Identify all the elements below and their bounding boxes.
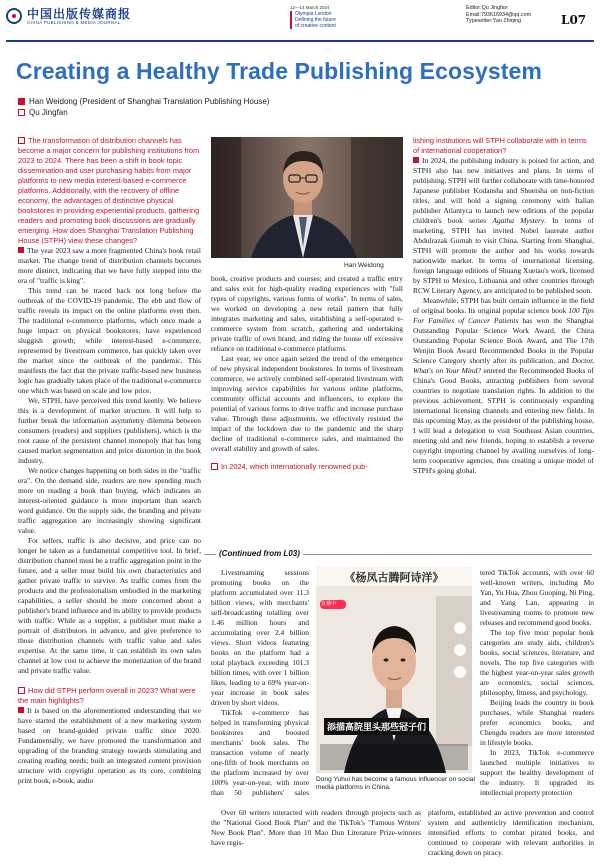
paragraph: book, creative products and courses; and created a traffic entry and sales exit for high-quality reading experiences with "full types of copyrights, various forms of works". In terms of sales, we worked on developing a new retail pattern that fully integrates marketing and sales, establishing a self-operated e-commerce system from scratch, gathering and undertaking private traffic of own brand, and riding the house off excessive reliance on traditional e-commerce platforms. bbox=[211, 274, 403, 353]
fair-logo bbox=[290, 11, 336, 29]
paragraph: This trend can be traced back not long before the outbreak of the COVID-19 pandemic. The ebb and flow of traffic reveals its impact on the online platforms even then. The traditional e-commerce platforms, which once made a huge impact on physical bookstores, have experienced sluggish growth; while interest-based e-commerce, represented by livestream commerce, has quickly taken over the market since the outbreak of the pandemic. This manifests the fact that the private traffic-based new business logic has gradually taken place of the traditional e-commerce one which was based on scale and low price. bbox=[18, 286, 201, 395]
page-number: L07 bbox=[561, 13, 587, 27]
portrait-photo bbox=[211, 137, 403, 258]
paragraph: We notice changes happening on both sides in the "traffic era". On the demand side, readers are now spending much more on reading a book than buying, which indicates an interest-oriented guidance is more important than search word guidance. On the supply side, the branding and private traffic aggregation are increasingly showing significant value. bbox=[18, 466, 201, 535]
paper-name-en: CHINA PUBLISHING & MEDIA JOURNAL bbox=[27, 20, 121, 25]
article-column-3 bbox=[413, 136, 594, 542]
question-3-text: In 2024, which internationally renowned pub- bbox=[221, 462, 368, 471]
portrait-caption: Han Weidong bbox=[344, 262, 384, 269]
red-square-icon bbox=[18, 98, 25, 105]
red-square-icon bbox=[413, 157, 419, 163]
newspaper-logo-icon bbox=[6, 8, 22, 24]
fair-date: 12—14 March 2024 bbox=[290, 5, 330, 10]
article-column-2 bbox=[211, 274, 403, 544]
intro-question-text: The transformation of distribution channels has become a major concern for publishing institutions from 2023 to 2024. There has been a shift in book topic dissemination and user purchasing habits from major platforms to new media interest-based e-commerce platforms. Additionally, with the recovery of offline economy, the advantages of distinctive physical bookstores in providing experiential products, gathering readers and promoting book discussions are gradually emerging. How does Shanghai Translation Publishing House (STPH) view these changes? bbox=[18, 136, 200, 245]
paper-name-cn: 中国出版传媒商报 bbox=[27, 7, 132, 21]
paragraph-text: In 2024, the publishing industry is poised for action, and STPH also has new initiatives and plans. In terms of publishing, STPH will further collaborate with time-honored Japanese publisher Kodansha and Shueisha on non-fiction titles, and will hold a signing ceremony with Italian publisher Atlantyca to launch new editions of the popular children's book series bbox=[413, 156, 594, 225]
paragraph: In 2023, TikTok e-commerce launched multiple initiatives to support the healthy development of the industry. It upgraded its intellectual property protection bbox=[480, 748, 594, 797]
red-square-icon bbox=[18, 247, 24, 253]
hollow-square-icon bbox=[18, 687, 25, 694]
paragraph bbox=[18, 706, 201, 786]
book-title: Doctor, What's on Your Mind? bbox=[413, 356, 594, 375]
fair-line-1: Olympia London bbox=[295, 11, 332, 17]
editor-info bbox=[466, 5, 531, 25]
paragraph: We, STPH, have perceived this trend keenly. We believe this is a development of market structure. It will help to further break the information asymmetry dilemma between consumers (readers) and suppliers (publishers), which is the root cause of the persistent channel monopoly that has long caused market segmentation and price distortion in the book industry. bbox=[18, 396, 201, 465]
paragraph: platform, established an active prevention and control system and authenticity identification mechanism, intensified efforts to combat pirated books, and continued to cooperate with relevant authorities in cracking down on piracy. bbox=[428, 808, 594, 857]
typesetter-name: Typesetter:Yao Zhiqing bbox=[466, 18, 522, 25]
paragraph: Last year, we once again seized the trend of the emergence of new physical independent bookstores. In terms of livestream commerce, we actively combined self-operated livestream with improving service capabilities for various online platforms, community official accounts and influencers, to explore the potential of various forms to drive traffic and increase purchase value. Through these adjustments, we effectively resisted the impact of the lockdown due to the pandemic and the sharp decline of traditional e-commerce sales, and maintained the overall stability and growth of sales. bbox=[211, 354, 403, 453]
article-column-1 bbox=[18, 136, 201, 866]
hollow-square-icon bbox=[18, 109, 25, 116]
livestream-screenshot bbox=[316, 566, 472, 773]
paragraph-text: Meanwhile, STPH has built certain influence in the field of original books. Its original popular science book bbox=[413, 296, 594, 315]
article-column-4-bottom bbox=[211, 808, 421, 866]
byline-reporter-text: Qu Jingfan bbox=[29, 108, 68, 117]
paragraph-text: has won the Shanghai Outstanding Popular Science Work Award, the China Outstanding Popular Science Book Award, and The 17th Wenjin Book Award Recommended Books in the Popular Science Category shortly after its publication, and bbox=[413, 316, 594, 365]
fair-line-3: of creative content bbox=[295, 23, 336, 29]
livestream-illustration bbox=[316, 566, 472, 773]
portrait-illustration bbox=[211, 137, 403, 258]
paragraph: Over 60 writers interacted with readers through projects such as the "National Good Book Plan" and the TikTok's "Famous Writers' New Book Plan". More than 10 Mao Dun Literature Prize-winners have regis- bbox=[211, 808, 421, 847]
question-2-text: How did STPH perform overall in 2023? What were the main highlights? bbox=[18, 686, 196, 705]
byline-reporter bbox=[18, 108, 68, 117]
editor-email: Email:793616934@qq.com bbox=[466, 11, 532, 18]
paragraph bbox=[413, 156, 594, 296]
continued-from-label: (Continued from L03) bbox=[216, 549, 303, 558]
article-column-5-bottom bbox=[428, 808, 594, 866]
paragraph-text: It is based on the aforementioned understanding that we have started the establishment of a new marketing system based on brand-guided private traffic since 2020. Fundamentally, we have promoted the transformation and upgrading of the branding strategy towards stimulating and creating reading needs; built an integrated content provision structure with copyright operation as its core, combining print book, e-book, audio bbox=[18, 706, 201, 785]
paragraph: For sellers, traffic is also decisive, and price can no longer be taken as a fundamental competitive tool. In brief, distribution channel must be a traffic aggregation point in the future, and a seller must build his own characteristics and gather private traffic to survive. As traffic comes from the products and the professionalism embodied in the marketing capabilities, a seller should be more concerned about a publisher's brand influence and its ability to provide products with traffic. While as a supplier, a publisher must make a portrait of distributors in advance, and give preference to those distribution channels with traffic value and sales expertise. At the same time, it can establish its own sales channel at low cost to achieve the monetization of the brand and private traffic value. bbox=[18, 536, 201, 675]
article-column-5 bbox=[480, 568, 594, 800]
paragraph: tered TikTok accounts, with over 60 well-known writers, including Mo Yan, Yu Hua, Zhou Guoping, Ni Ping, and Yang Lan, appearing in livestreaming rooms to promote new releases and recommend good books. bbox=[480, 568, 594, 627]
question-3 bbox=[211, 462, 403, 472]
paragraph: Livestreaming sessions promoting books on the platform accumulated over 11.3 billion views, with merchants' self-broadcasting totalling over 1.46 million hours and accumulating over 2.4 billion views. Short videos featuring books on the platform had a total playback exceeding 101.3 billion times, with over 1 billion likes, leading to a 69% year-on-year increase in book sales driven by short videos. bbox=[211, 568, 309, 707]
masthead-rule bbox=[6, 40, 594, 42]
question-2 bbox=[18, 686, 201, 706]
page-title: Creating a Healthy Trade Publishing Ecosystem bbox=[16, 58, 542, 84]
article-column-4 bbox=[211, 568, 309, 798]
live-badge: 直播中 bbox=[321, 601, 337, 607]
fair-line-2: Defining the future bbox=[295, 17, 336, 23]
question-3-continued: lishing institutions will STPH collaborate with in terms of international cooperation? bbox=[413, 136, 587, 155]
paragraph-text: . In terms of marketing, STPH has invited Nobel laureate author Abdulrazak Gurnah to visit China. Starting from Shanghai, STPH will promote the author and his works towards nationwide market. In terms of international licensing, foreign language editions of Shuang Xuetao's work, licensed by STPH to Mexico, Lithuania and other countries through RCW Literary Agency, are anticipated to be published soon. bbox=[413, 216, 594, 295]
paragraph: The top five most popular book categories are study aids, children's books, social sciences, literature, and novels. The top five categories with the highest year-on-year sales growth are economics, social sciences, philosophy, fitness, and psychology. bbox=[480, 628, 594, 697]
paragraph-text: entered the Recommended Books of China's Good Books, attracting publishers from several countries to negotiate translation rights. In addition to the previous achievement, STPH is continuously expanding international licensing channels and entering new fields. In this upcoming May, as the president of the publishing house, I will lead a delegation to visit Southeast Asian countries, meeting old and new friends, hoping to establish a reverse copyright importing channel by availing ourselves of long-term cooperative agencies, thus creating a unique model of STPH's going global. bbox=[413, 366, 594, 475]
paragraph: Beijing leads the country in book purchases, while Shanghai readers prefer economics books, and Chengdu readers are more interested in lifestyle books. bbox=[480, 698, 594, 747]
byline-author bbox=[18, 97, 269, 106]
red-square-icon bbox=[18, 707, 24, 713]
livestream-subtitle: 添描高院里头那些冠子们 bbox=[324, 718, 429, 735]
book-title: Agatha Mystery bbox=[492, 216, 545, 225]
paragraph-text: The year 2023 saw a more fragmented China's book retail market. The change trend of distribution channels becomes more distinct, indicating that we have fully stepped into the era of "traffic is king". bbox=[18, 246, 201, 285]
hollow-square-icon bbox=[18, 137, 25, 144]
intro-question bbox=[18, 136, 201, 246]
editor-name: Editor:Qu Jingfan bbox=[466, 5, 508, 11]
paragraph bbox=[413, 296, 594, 476]
book-title: 100 Tips For Families of Cancer Patients bbox=[413, 306, 594, 325]
livestream-banner: 《杨凤古腾阿诗洋》 bbox=[344, 571, 444, 584]
masthead bbox=[0, 0, 600, 46]
paragraph bbox=[18, 246, 201, 286]
hollow-square-icon bbox=[211, 463, 218, 470]
livestream-caption: Dong Yuhui has become a famous influencer on social media platforms in China. bbox=[316, 776, 475, 792]
byline-author-text: Han Weidong (President of Shanghai Translation Publishing House) bbox=[29, 97, 270, 106]
paragraph: TikTok e-commerce has helped in transforming physical bookstores and boosted merchants' book sales. The transaction volume of nearly one-fifth of book merchants on the platform increased by over 100% year-on-year, with more than 50 publishers' sales bbox=[211, 708, 309, 797]
